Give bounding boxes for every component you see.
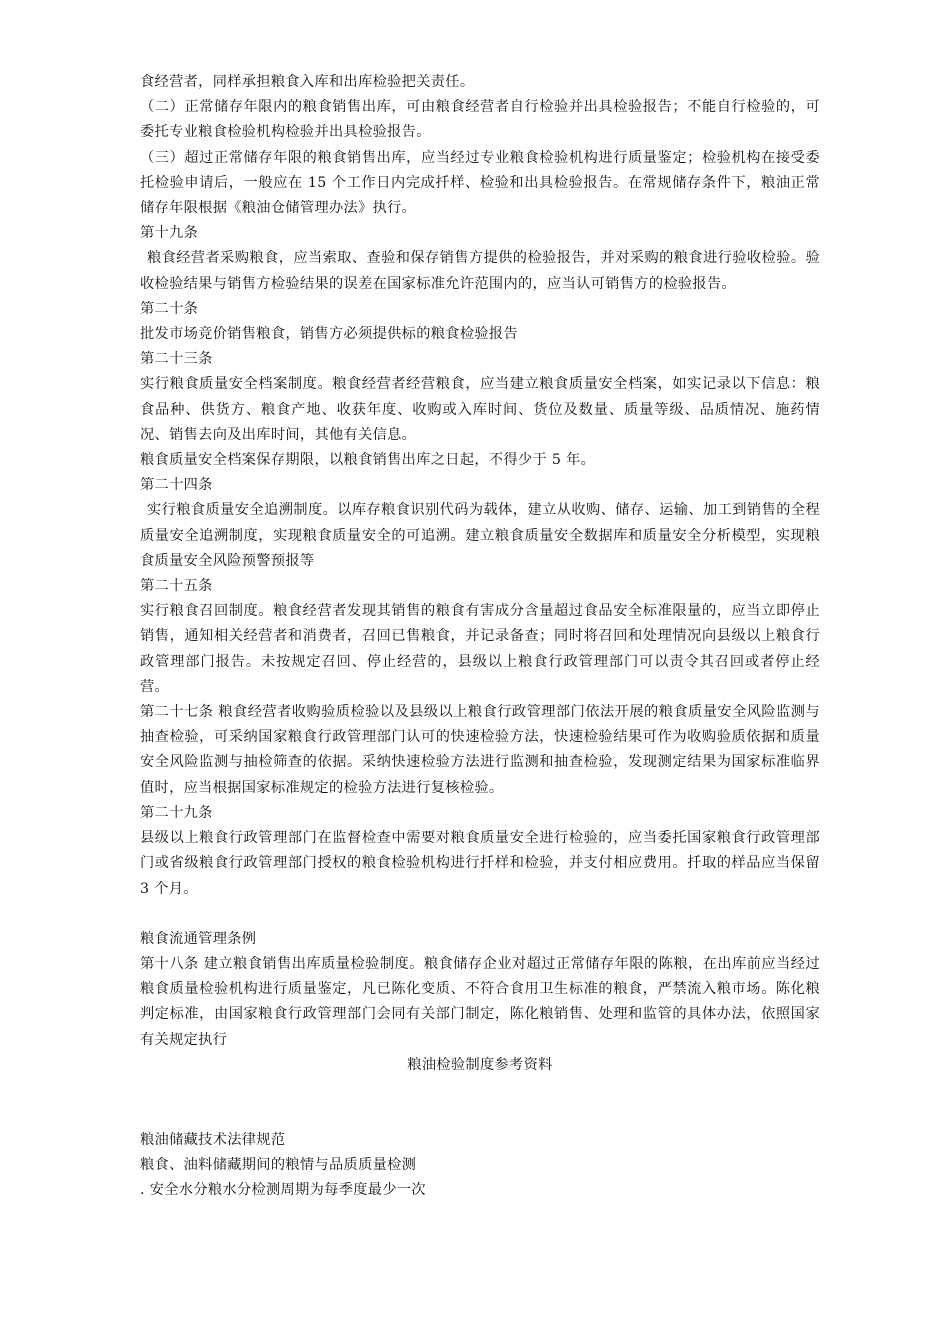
blank-line [140,902,820,927]
section-title: 粮油储藏技术法律规范 [140,1131,286,1148]
document-caption: 粮油检验制度参考资料 [407,1056,553,1073]
blank-line [140,1078,820,1128]
article-heading: 第二十三条 [140,351,213,368]
article-heading: 第二十九条 [140,804,213,821]
paragraph: 实行粮食质量安全追溯制度。以库存粮食识别代码为载体，建立从收购、储存、运输、加工到销售的全程质量安全追溯制度，实现粮食质量安全的可追溯。建立粮食质量安全数据库和质量安全分析模型，实现粮食质量安全风险预警预报等 [140,502,820,569]
article-heading: 第二十四条 [140,477,213,494]
paragraph: 批发市场竞价销售粮食，销售方必须提供标的粮食检验报告 [140,326,518,343]
paragraph: 粮食、油料储藏期间的粮情与品质质量检测 [140,1157,417,1174]
paragraph: 第二十七条 粮食经营者收购验质检验以及县级以上粮食行政管理部门依法开展的粮食质量安全风险监测与抽查检验，可采纳国家粮食行政管理部门认可的快速检验方法，快速检验结果可作为收购验质依据和质量安全风险监测与抽检筛查的依据。采纳快速检验方法进行监测和抽查检验，发现测定结果为国家标准临界值时，应当根据国家标准规定的检验方法进行复核检验。 [140,704,820,796]
paragraph: . 安全水分粮水分检测周期为每季度最少一次 [140,1182,426,1199]
paragraph: （三）超过正常储存年限的粮食销售出库，应当经过专业粮食检验机构进行质量鉴定；检验机构在接受委托检验申请后，一般应在 15 个工作日内完成扦样、检验和出具检验报告。在常规储存条件下，粮油正常储存年限根据《粮油仓储管理办法》执行。 [140,149,820,217]
paragraph: 实行粮食召回制度。粮食经营者发现其销售的粮食有害成分含量超过食品安全标准限量的，应当立即停止销售，通知相关经营者和消费者，召回已售粮食，并记录备查；同时将召回和处理情况向县级以上粮食行政管理部门报告。未按规定召回、停止经营的，县级以上粮食行政管理部门可以责令其召回或者停止经营。 [140,603,820,695]
section-title: 粮食流通管理条例 [140,930,257,947]
document-page [140,70,820,1204]
paragraph: 实行粮食质量安全档案制度。粮食经营者经营粮食，应当建立粮食质量安全档案，如实记录以下信息：粮食品种、供货方、粮食产地、收获年度、收购或入库时间、货位及数量、质量等级、品质情况、施药情况、销售去向及出库时间，其他有关信息。 [140,376,820,443]
paragraph: 第十八条 建立粮食销售出库质量检验制度。粮食储存企业对超过正常储存年限的陈粮，在出库前应当经过粮食质量检验机构进行质量鉴定，凡已陈化变质、不符合食用卫生标准的粮食，严禁流入粮市场。陈化粮判定标准，由国家粮食行政管理部门会同有关部门制定，陈化粮销售、处理和监管的具体办法，依照国家有关规定执行 [140,955,820,1048]
article-heading: 第十九条 [140,225,199,242]
paragraph: 粮食经营者采购粮食，应当索取、查验和保存销售方提供的检验报告，并对采购的粮食进行验收检验。验收检验结果与销售方检验结果的误差在国家标准允许范围内的，应当认可销售方的检验报告。 [140,250,820,292]
article-heading: 第二十条 [140,300,199,317]
paragraph: 食经营者，同样承担粮食入库和出库检验把关责任。 [140,74,475,90]
article-heading: 第二十五条 [140,578,213,595]
paragraph: （二）正常储存年限内的粮食销售出库，可由粮食经营者自行检验并出具检验报告；不能自行检验的，可委托专业粮食检验机构检验并出具检验报告。 [140,99,820,141]
paragraph: 粮食质量安全档案保存期限，以粮食销售出库之日起，不得少于 5 年。 [140,452,596,469]
paragraph: 县级以上粮食行政管理部门在监督检查中需要对粮食质量安全进行检验的，应当委托国家粮食行政管理部门或省级粮食行政管理部门授权的粮食检验机构进行扦样和检验，并支付相应费用。扦取的样品应当保留 3 个月。 [140,830,820,897]
